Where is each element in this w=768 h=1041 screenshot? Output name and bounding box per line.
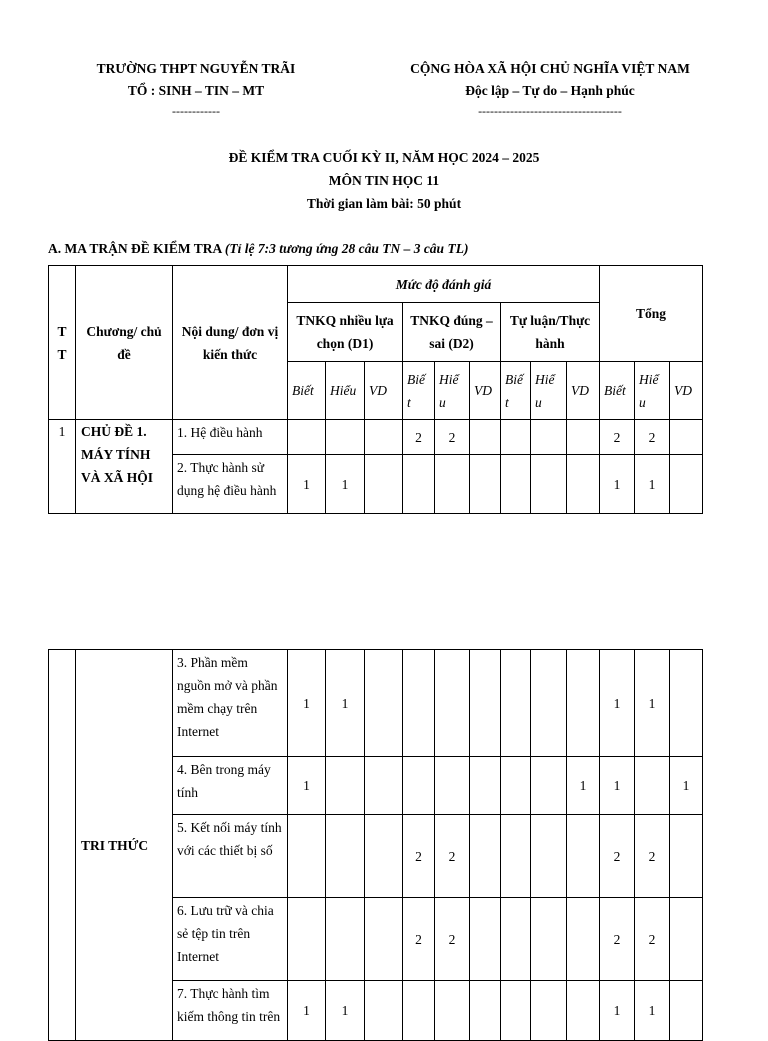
content-cell: 5. Kết nối máy tính với các thiết bị số	[173, 815, 288, 898]
value-cell: 1	[600, 757, 635, 815]
value-cell: 2	[435, 815, 470, 898]
value-cell	[288, 898, 326, 981]
value-cell	[501, 815, 531, 898]
value-cell	[670, 420, 703, 455]
topic-number-continued	[49, 650, 76, 1041]
value-cell	[531, 650, 567, 757]
subheader-tot-2: VD	[670, 362, 703, 420]
value-cell: 2	[635, 815, 670, 898]
section-heading	[48, 238, 748, 260]
topic-name-continued: TRI THỨC	[76, 650, 173, 1041]
value-cell	[326, 420, 365, 455]
value-cell	[635, 757, 670, 815]
value-cell: 1	[567, 757, 600, 815]
col-tl: Tự luận/Thực hành	[501, 303, 600, 362]
value-cell: 1	[635, 981, 670, 1041]
value-cell	[326, 815, 365, 898]
value-cell: 1	[326, 981, 365, 1041]
value-cell: 1	[635, 650, 670, 757]
country-name: CỘNG HÒA XÃ HỘI CHỦ NGHĨA VIỆT NAM	[410, 61, 690, 76]
value-cell: 2	[600, 815, 635, 898]
header-right	[380, 58, 720, 120]
col-total: Tổng	[600, 266, 703, 362]
value-cell	[435, 981, 470, 1041]
content-cell: 4. Bên trong máy tính	[173, 757, 288, 815]
value-cell: 1	[288, 757, 326, 815]
value-cell	[567, 650, 600, 757]
value-cell	[531, 455, 567, 514]
value-cell	[403, 650, 435, 757]
value-cell: 2	[635, 898, 670, 981]
value-cell: 1	[288, 981, 326, 1041]
value-cell	[288, 420, 326, 455]
value-cell	[288, 815, 326, 898]
subheader-d2-0: Biế t	[403, 362, 435, 420]
value-cell	[501, 455, 531, 514]
content-cell: 1. Hệ điều hành	[173, 420, 288, 455]
value-cell: 1	[670, 757, 703, 815]
value-cell: 1	[600, 650, 635, 757]
value-cell: 2	[403, 898, 435, 981]
value-cell	[365, 898, 403, 981]
value-cell: 1	[326, 650, 365, 757]
value-cell	[403, 981, 435, 1041]
value-cell: 1	[600, 455, 635, 514]
content-cell: 2. Thực hành sử dụng hệ điều hành	[173, 455, 288, 514]
value-cell	[531, 898, 567, 981]
value-cell: 1	[326, 455, 365, 514]
value-cell: 1	[600, 981, 635, 1041]
col-chapter: Chương/ chủ đề	[76, 266, 173, 420]
value-cell	[365, 981, 403, 1041]
value-cell	[326, 757, 365, 815]
content-cell: 6. Lưu trữ và chia sẻ tệp tin trên Internet	[173, 898, 288, 981]
ratio-note: (Tỉ lệ 7:3 tương ứng 28 câu TN – 3 câu TL)	[224, 241, 469, 256]
value-cell: 1	[288, 650, 326, 757]
subheader-d1-2: VD	[365, 362, 403, 420]
subheader-tl-2: VD	[567, 362, 600, 420]
value-cell	[531, 420, 567, 455]
value-cell	[403, 757, 435, 815]
value-cell	[567, 815, 600, 898]
value-cell	[435, 757, 470, 815]
subheader-tl-1: Hiể u	[531, 362, 567, 420]
subheader-tot-1: Hiể u	[635, 362, 670, 420]
value-cell	[403, 455, 435, 514]
subheader-d2-2: VD	[470, 362, 501, 420]
value-cell	[567, 455, 600, 514]
value-cell	[567, 981, 600, 1041]
value-cell	[501, 981, 531, 1041]
value-cell	[470, 420, 501, 455]
value-cell	[670, 455, 703, 514]
value-cell	[435, 650, 470, 757]
col-d1: TNKQ nhiều lựa chọn (D1)	[288, 303, 403, 362]
value-cell	[435, 455, 470, 514]
exam-title-block	[0, 146, 768, 215]
topic-name: CHỦ ĐỀ 1. MÁY TÍNH VÀ XÃ HỘI	[76, 420, 173, 514]
value-cell	[470, 981, 501, 1041]
value-cell	[670, 898, 703, 981]
value-cell	[670, 650, 703, 757]
content-cell: 7. Thực hành tìm kiếm thông tin trên	[173, 981, 288, 1041]
value-cell	[470, 757, 501, 815]
value-cell: 1	[635, 455, 670, 514]
subheader-d1-0: Biết	[288, 362, 326, 420]
value-cell	[567, 898, 600, 981]
matrix-table-2	[48, 649, 703, 1041]
value-cell	[501, 757, 531, 815]
col-content: Nội dung/ đơn vị kiến thức	[173, 266, 288, 420]
value-cell	[326, 898, 365, 981]
value-cell	[365, 420, 403, 455]
value-cell	[470, 455, 501, 514]
topic-number: 1	[49, 420, 76, 514]
exam-duration: Thời gian làm bài: 50 phút	[306, 196, 462, 211]
department-name: TỔ : SINH – TIN – MT	[127, 83, 265, 98]
value-cell	[365, 815, 403, 898]
value-cell	[567, 420, 600, 455]
value-cell	[365, 650, 403, 757]
section-heading-text: A. MA TRẬN ĐỀ KIỂM TRA	[48, 241, 222, 256]
value-cell: 2	[403, 815, 435, 898]
exam-subject: MÔN TIN HỌC 11	[328, 173, 440, 188]
value-cell	[470, 815, 501, 898]
subheader-tl-0: Biế t	[501, 362, 531, 420]
value-cell	[470, 650, 501, 757]
header-left	[60, 58, 332, 120]
value-cell: 2	[600, 420, 635, 455]
value-cell	[501, 420, 531, 455]
subheader-d2-1: Hiể u	[435, 362, 470, 420]
value-cell	[365, 455, 403, 514]
col-tt: T T	[49, 266, 76, 420]
header-right-dashes: ------------------------------------	[478, 104, 622, 118]
value-cell	[365, 757, 403, 815]
content-cell: 3. Phần mềm nguồn mở và phần mềm chạy trên Internet	[173, 650, 288, 757]
exam-title: ĐỀ KIỂM TRA CUỐI KỲ II, NĂM HỌC 2024 – 2025	[228, 150, 540, 165]
value-cell	[531, 757, 567, 815]
value-cell: 1	[288, 455, 326, 514]
value-cell	[501, 898, 531, 981]
col-level: Mức độ đánh giá	[288, 266, 600, 303]
value-cell: 2	[600, 898, 635, 981]
value-cell	[470, 898, 501, 981]
subheader-d1-1: Hiểu	[326, 362, 365, 420]
value-cell: 2	[635, 420, 670, 455]
subheader-tot-0: Biết	[600, 362, 635, 420]
value-cell	[670, 815, 703, 898]
value-cell: 2	[435, 898, 470, 981]
value-cell: 2	[403, 420, 435, 455]
matrix-table-1	[48, 265, 703, 514]
value-cell	[531, 815, 567, 898]
motto: Độc lập – Tự do – Hạnh phúc	[465, 83, 635, 98]
value-cell: 2	[435, 420, 470, 455]
value-cell	[531, 981, 567, 1041]
header-left-dashes: ------------	[172, 104, 220, 118]
value-cell	[670, 981, 703, 1041]
col-d2: TNKQ đúng – sai (D2)	[403, 303, 501, 362]
value-cell	[501, 650, 531, 757]
school-name: TRƯỜNG THPT NGUYỄN TRÃI	[96, 61, 296, 76]
